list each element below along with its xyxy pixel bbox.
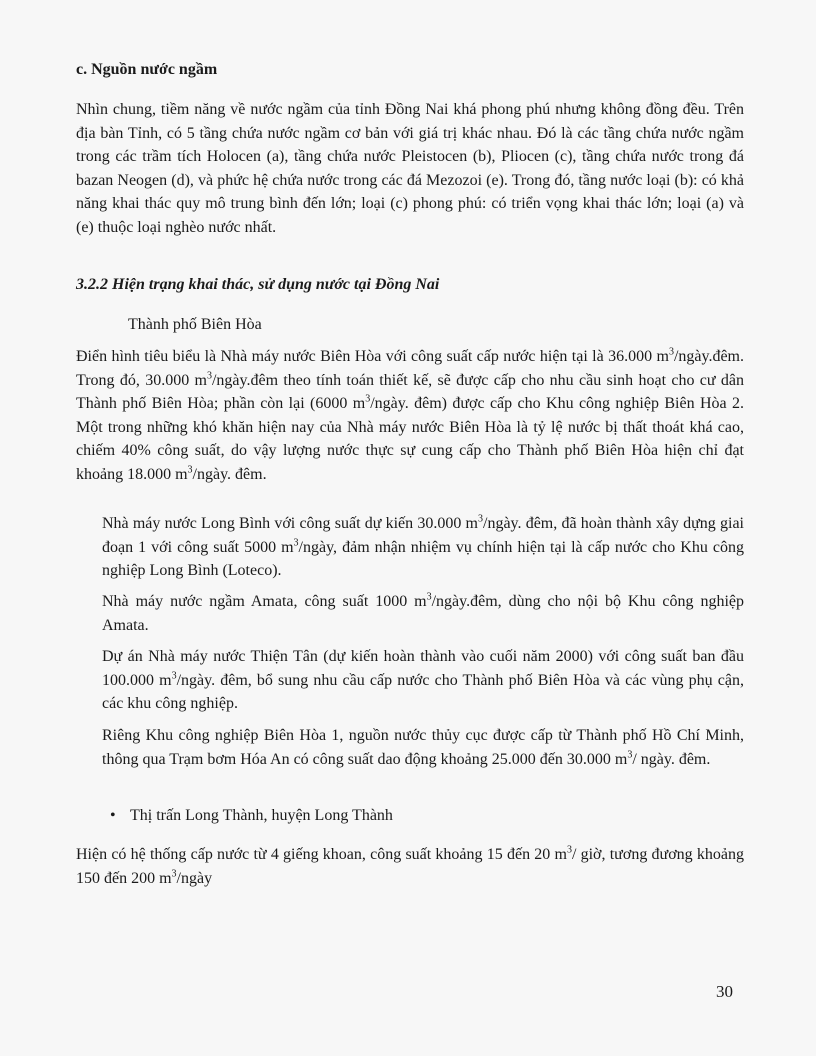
paragraph-kcn-bien-hoa-1: Riêng Khu công nghiệp Biên Hòa 1, nguồn nước thủy cục được cấp từ Thành phố Hồ Chí Minh, thông qua Trạm bơm Hóa An có công suất dao động khoảng 25.000 đến 30.000 $m^3/$ ngày. đêm.: [102, 727, 744, 768]
paragraph-long-binh: Nhà máy nước Long Bình với công suất dự kiến 30.000 $m^3$/ngày. đêm, đã hoàn thành xây dựng giai đoạn 1 với công suất 5000 $m^3$/ngày, đảm nhận nhiệm vụ chính hiện tại là cấp nước cho Khu công nghiệp Long Bình (Loteco).: [102, 513, 744, 579]
bullet-icon: •: [110, 807, 116, 824]
paragraph-bien-hoa: Điển hình tiêu biểu là Nhà máy nước Biên Hòa với công suất cấp nước hiện tại là 36.000 $m^3/ngày.đêm$. Trong đó, 30.000 $m^3/ngày.đêm$ theo tính toán thiết kế, sẽ được cấp cho nhu cầu sinh hoạt cho cư dân Thành phố Biên Hòa; phần còn lại (6000 $m^3$/ngày. đêm) được cấp cho Khu công nghiệp Biên Hòa 2. Một trong những khó khăn hiện nay của Nhà máy nước Biên Hòa là tỷ lệ nước bị thất thoát khá cao, chiếm 40% công suất, do vậy lượng nước thực sự cung cấp cho Thành phố Biên Hòa hiện chỉ đạt khoảng 18.000 $m^3$/ngày. đêm.: [76, 346, 745, 483]
section-heading-groundwater: c. Nguồn nước ngầm: [76, 61, 218, 78]
bullet-item-long-thanh: • Thị trấn Long Thành, huyện Long Thành: [110, 804, 710, 827]
paragraph-amata: Nhà máy nước ngầm Amata, công suất 1000 $m^3/ngày.đêm$, dùng cho nội bộ Khu công nghiệp Amata.: [102, 591, 744, 634]
city-label-bien-hoa: Thành phố Biên Hòa: [128, 316, 262, 333]
section-heading-3-2-2: 3.2.2 Hiện trạng khai thác, sử dụng nước tại Đồng Nai: [76, 276, 440, 293]
page-number: 30: [716, 982, 733, 1001]
paragraph-groundwater: Nhìn chung, tiềm năng về nước ngầm của tỉnh Đồng Nai khá phong phú nhưng không đồng đều. Trên địa bàn Tỉnh, có 5 tầng chứa nước ngầm cơ bản với giá trị khác nhau. Đó là các tầng chứa nước ngầm trong các trầm tích Holocen (a), tầng chứa nước Pleistocen (b), Pliocen (c), tầng chứa nước trong đá bazan Neogen (d), và phức hệ chứa nước trong các đá Mezozoi (e). Trong đó, tầng nước loại (b): có khả năng khai thác quy mô trung bình đến lớn; loại (c) phong phú: có triển vọng khai thác lớn; loại (a) và (e) thuộc loại nghèo nước nhất.: [76, 101, 744, 236]
paragraph-thien-tan: Dự án Nhà máy nước Thiện Tân (dự kiến hoàn thành vào cuối năm 2000) với công suất ban đầu 100.000 $m^3$/ngày. đêm, bổ sung nhu cầu cấp nước cho Thành phố Biên Hòa và các vùng phụ cận, các khu công nghiệp.: [102, 648, 745, 712]
paragraph-long-thanh: Hiện có hệ thống cấp nước từ 4 giếng khoan, công suất khoảng 15 đến 20 $m^3/$ giờ, tương đương khoảng 150 đến 200 $m^3$/ngày: [76, 844, 744, 887]
